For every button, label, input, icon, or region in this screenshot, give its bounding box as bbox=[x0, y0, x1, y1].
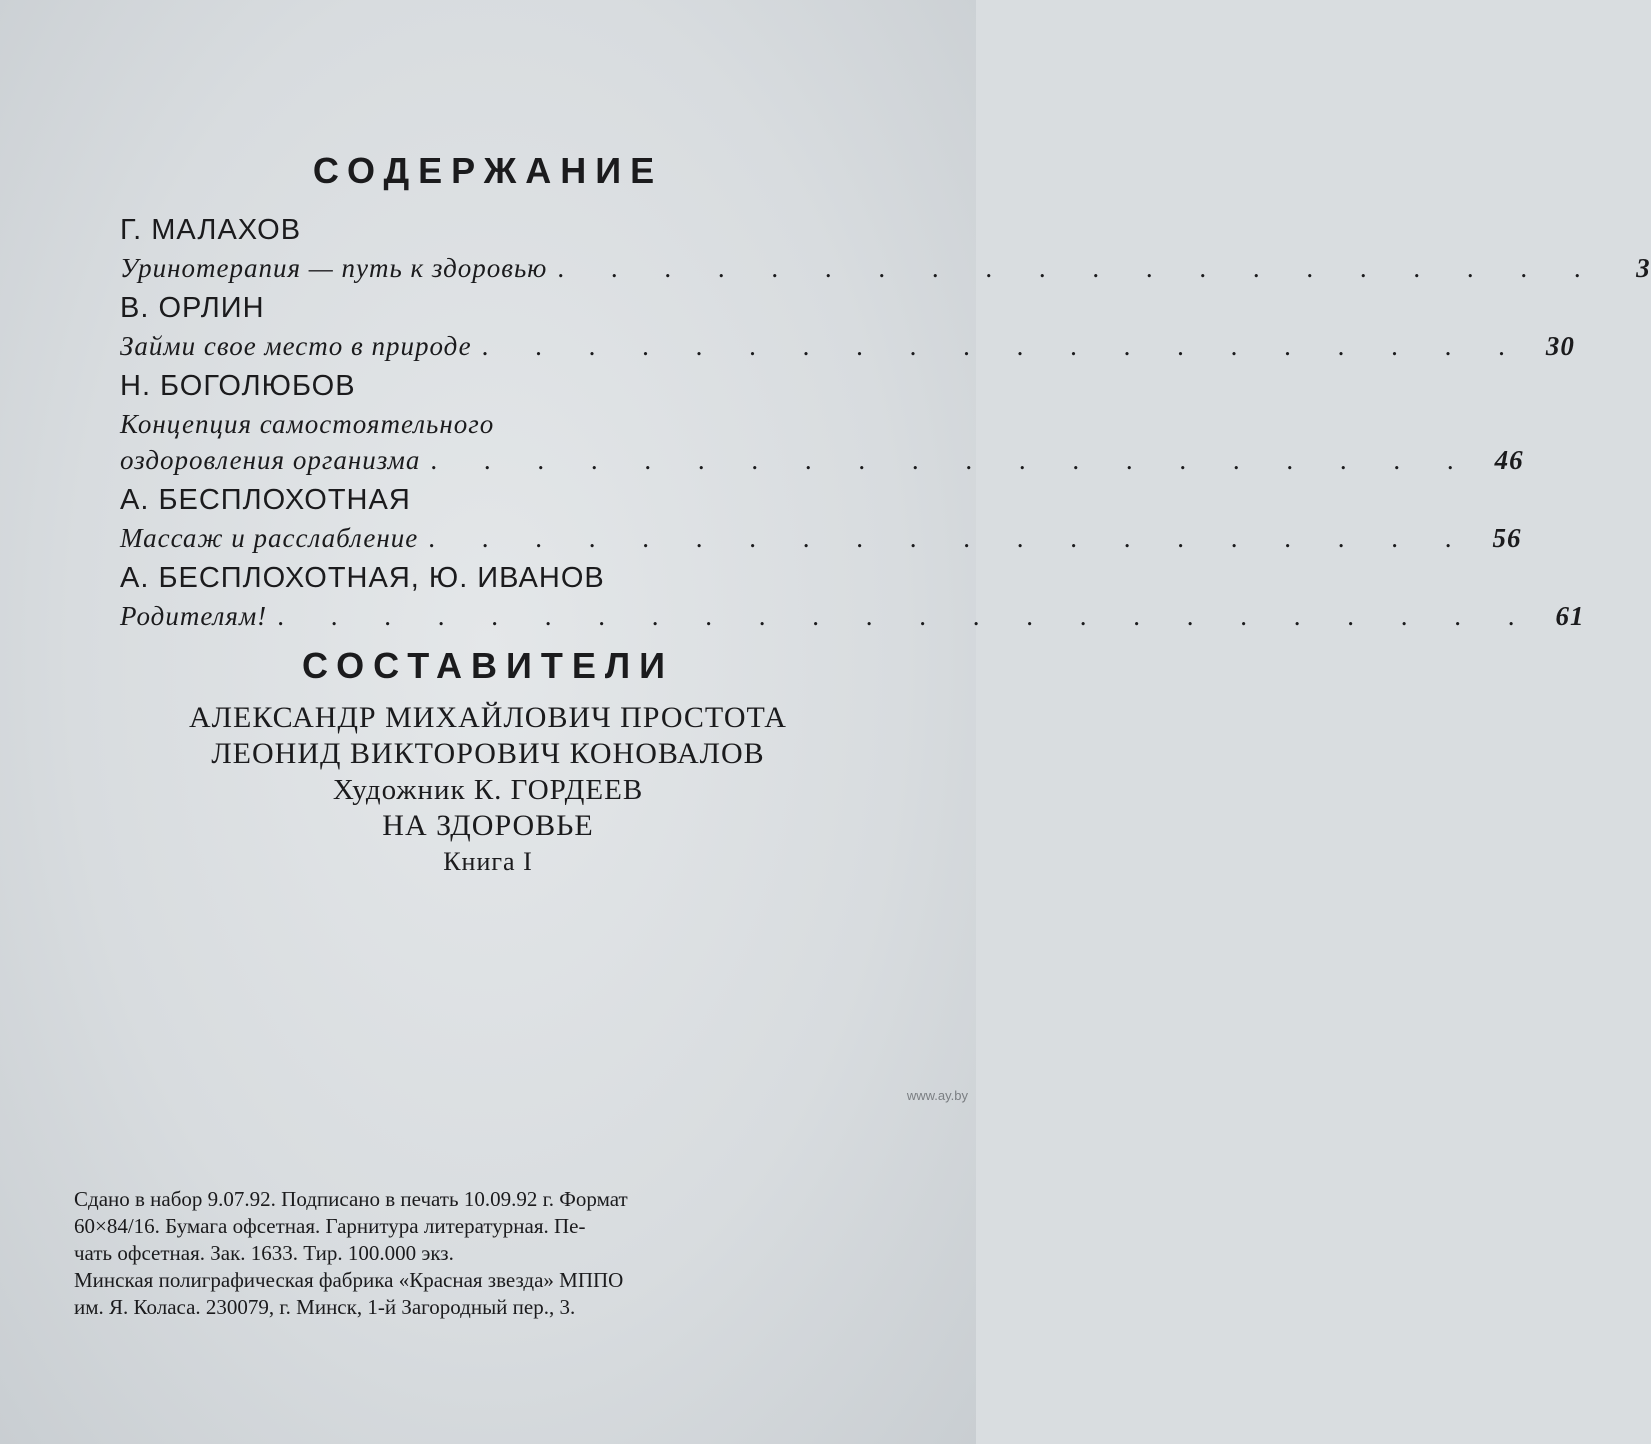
toc-author: В. ОРЛИН bbox=[120, 292, 265, 324]
imprint-line: Сдано в набор 9.07.92. Подписано в печать 10.09.92 г. Формат bbox=[74, 1187, 628, 1211]
toc-page-number: 46 bbox=[1494, 445, 1524, 475]
leader-dots: . . . . . . . . . . . . . . . . . . . . bbox=[428, 523, 1472, 553]
book-title: НА ЗДОРОВЬЕ bbox=[382, 809, 594, 842]
table-of-contents bbox=[120, 210, 1651, 636]
toc-page-number: 30 bbox=[1545, 331, 1575, 361]
toc-title-row bbox=[120, 520, 1522, 556]
book-volume: Книга I bbox=[443, 847, 533, 876]
toc-entry bbox=[120, 558, 1585, 634]
toc-entry bbox=[120, 480, 1522, 556]
illustrator-credit: Художник К. ГОРДЕЕВ bbox=[332, 774, 644, 806]
toc-entry bbox=[120, 366, 1524, 478]
compilers-heading: СОСТАВИТЕЛИ bbox=[302, 645, 674, 686]
toc-title: Массаж и расслабление bbox=[120, 523, 419, 553]
imprint-line: чать офсетная. Зак. 1633. Тир. 100.000 экз. bbox=[74, 1241, 454, 1265]
leader-dots: . . . . . . . . . . . . . . . . . . . . . . . . bbox=[277, 601, 1535, 631]
toc-title: Родителям! bbox=[120, 601, 268, 631]
imprint-line: Минская полиграфическая фабрика «Красная звезда» МППО bbox=[74, 1268, 624, 1292]
toc-title: оздоровления организма bbox=[120, 445, 421, 475]
toc-page-number: 3 bbox=[1636, 253, 1651, 283]
compiler-name: АЛЕКСАНДР МИХАЙЛОВИЧ ПРОСТОТА bbox=[189, 701, 787, 734]
watermark: www.ay.by bbox=[906, 1088, 968, 1103]
imprint-block bbox=[74, 1186, 864, 1321]
imprint-line: 60×84/16. Бумага офсетная. Гарнитура литературная. Пе- bbox=[74, 1214, 586, 1238]
toc-entry bbox=[120, 288, 1575, 364]
leader-dots: . . . . . . . . . . . . . . . . . . . . bbox=[430, 445, 1474, 475]
contents-heading: СОДЕРЖАНИЕ bbox=[312, 150, 664, 191]
toc-title-line: Концепция самостоятельного bbox=[120, 409, 495, 439]
toc-title: Займи свое место в природе bbox=[120, 331, 472, 361]
leader-dots: . . . . . . . . . . . . . . . . . . . . bbox=[557, 253, 1601, 283]
toc-page-number: 56 bbox=[1492, 523, 1522, 553]
toc-title-row bbox=[120, 328, 1575, 364]
toc-entry bbox=[120, 210, 1651, 286]
toc-page-number: 61 bbox=[1555, 601, 1585, 631]
toc-title-row bbox=[120, 442, 1524, 478]
toc-author: А. БЕСПЛОХОТНАЯ, Ю. ИВАНОВ bbox=[120, 562, 605, 594]
toc-author: Н. БОГОЛЮБОВ bbox=[120, 370, 356, 402]
leader-dots: . . . . . . . . . . . . . . . . . . . . bbox=[481, 331, 1525, 361]
imprint-line: им. Я. Коласа. 230079, г. Минск, 1-й Загородный пер., 3. bbox=[74, 1295, 576, 1319]
toc-title-row bbox=[120, 250, 1651, 286]
toc-author: Г. МАЛАХОВ bbox=[120, 214, 302, 246]
toc-author: А. БЕСПЛОХОТНАЯ bbox=[120, 484, 411, 516]
toc-title: Уринотерапия — путь к здоровью bbox=[120, 253, 548, 283]
credits-block bbox=[0, 700, 976, 880]
compiler-name: ЛЕОНИД ВИКТОРОВИЧ КОНОВАЛОВ bbox=[211, 737, 765, 770]
toc-title-row bbox=[120, 598, 1585, 634]
